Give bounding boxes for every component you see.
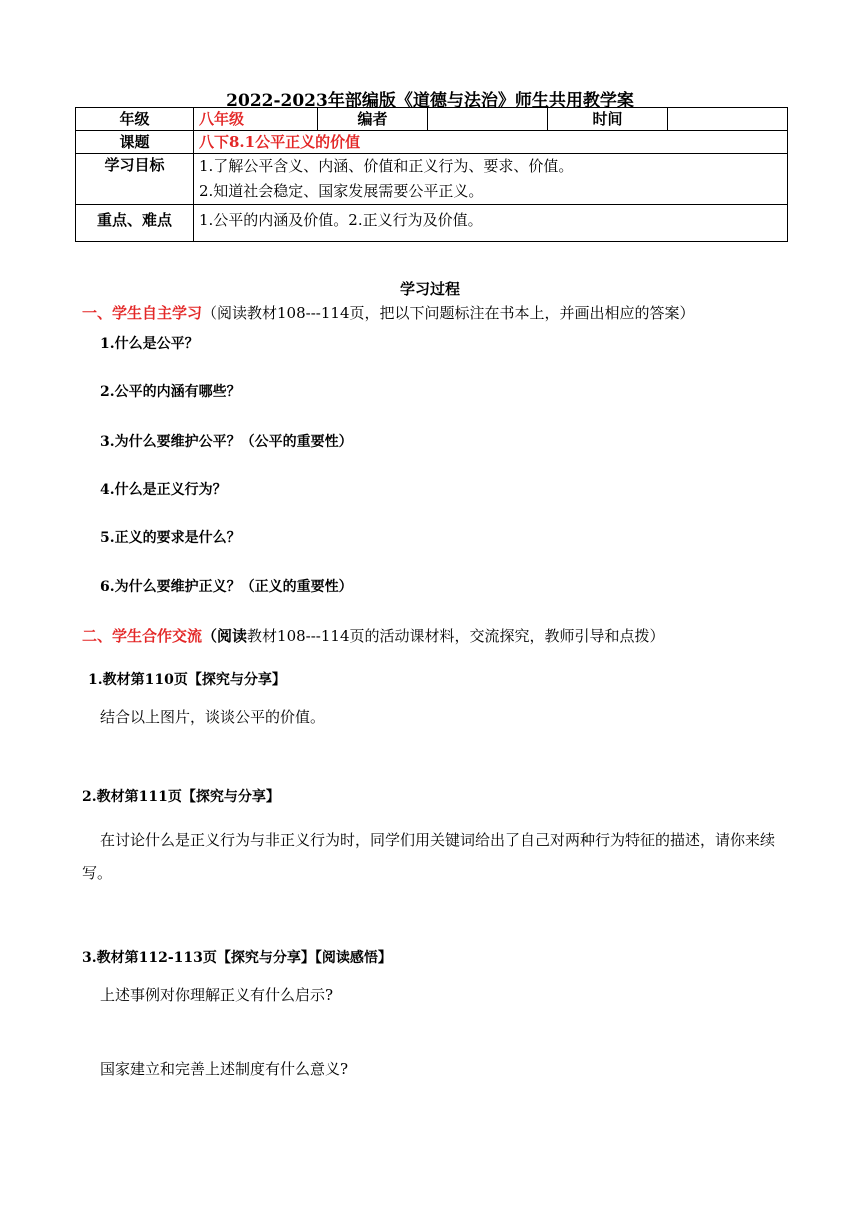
time-value (668, 108, 788, 131)
item-1-text: 结合以上图片，谈谈公平的价值。 (100, 708, 326, 726)
section-2-note: 教材108---114页的活动课材料，交流探究，教师引导和点拨） (247, 627, 665, 645)
goal-1: 1.了解公平含义、内涵、价值和正义行为、要求、价值。 (199, 157, 574, 175)
section-1-note: （阅读教材108---114页，把以下问题标注在书本上，并画出相应的答案） (202, 304, 695, 322)
document-title: 2022-2023年部编版《道德与法治》师生共用教学案 (226, 91, 634, 111)
item-2-text: 在讨论什么是正义行为与非正义行为时，同学们用关键词给出了自己对两种行为特征的描述，请你来续写。 (82, 831, 776, 882)
question-1: 1.什么是公平？ (100, 336, 199, 352)
keypoints-label: 重点、难点 (76, 205, 194, 242)
question-2: 2.公平的内涵有哪些？ (100, 384, 241, 400)
editor-label: 编者 (318, 108, 428, 131)
time-label: 时间 (548, 108, 668, 131)
question-5: 5.正义的要求是什么？ (100, 530, 241, 546)
keypoints-value: 1.公平的内涵及价值。2.正义行为及价值。 (194, 205, 788, 242)
grade-row (76, 108, 788, 131)
grade-value: 八年级 (194, 108, 318, 131)
topic-row (76, 131, 788, 154)
section-2-heading: 二、学生合作交流 (82, 627, 203, 645)
editor-value (428, 108, 548, 131)
item-3-text: 上述事例对你理解正义有什么启示? (100, 986, 334, 1004)
section-2-note-bold: （阅读 (202, 627, 248, 645)
goals-label: 学习目标 (76, 154, 194, 205)
goals-cell (194, 154, 788, 205)
section-1-heading: 一、学生自主学习 (82, 304, 203, 322)
goals-row (76, 154, 788, 205)
item-3-heading: 3.教材第112-113页【探究与分享】【阅读感悟】 (82, 950, 392, 966)
question-3: 3.为什么要维护公平？（公平的重要性） (100, 434, 353, 450)
info-table (75, 107, 788, 242)
grade-label: 年级 (76, 108, 194, 131)
item-2-heading: 2.教材第111页【探究与分享】 (82, 789, 280, 805)
section-1-heading-line (82, 302, 695, 323)
question-6: 6.为什么要维护正义？（正义的重要性） (100, 579, 353, 595)
question-4: 4.什么是正义行为？ (100, 482, 227, 498)
item-1-heading: 1.教材第110页【探究与分享】 (88, 672, 286, 688)
section-2-heading-line (82, 625, 665, 646)
keypoints-row (76, 205, 788, 242)
process-title: 学习过程 (399, 280, 460, 298)
topic-value: 八下8.1公平正义的价值 (194, 131, 788, 154)
goal-2: 2.知道社会稳定、国家发展需要公平正义。 (199, 182, 484, 200)
topic-label: 课题 (76, 131, 194, 154)
item-3-text-2: 国家建立和完善上述制度有什么意义? (100, 1060, 349, 1078)
